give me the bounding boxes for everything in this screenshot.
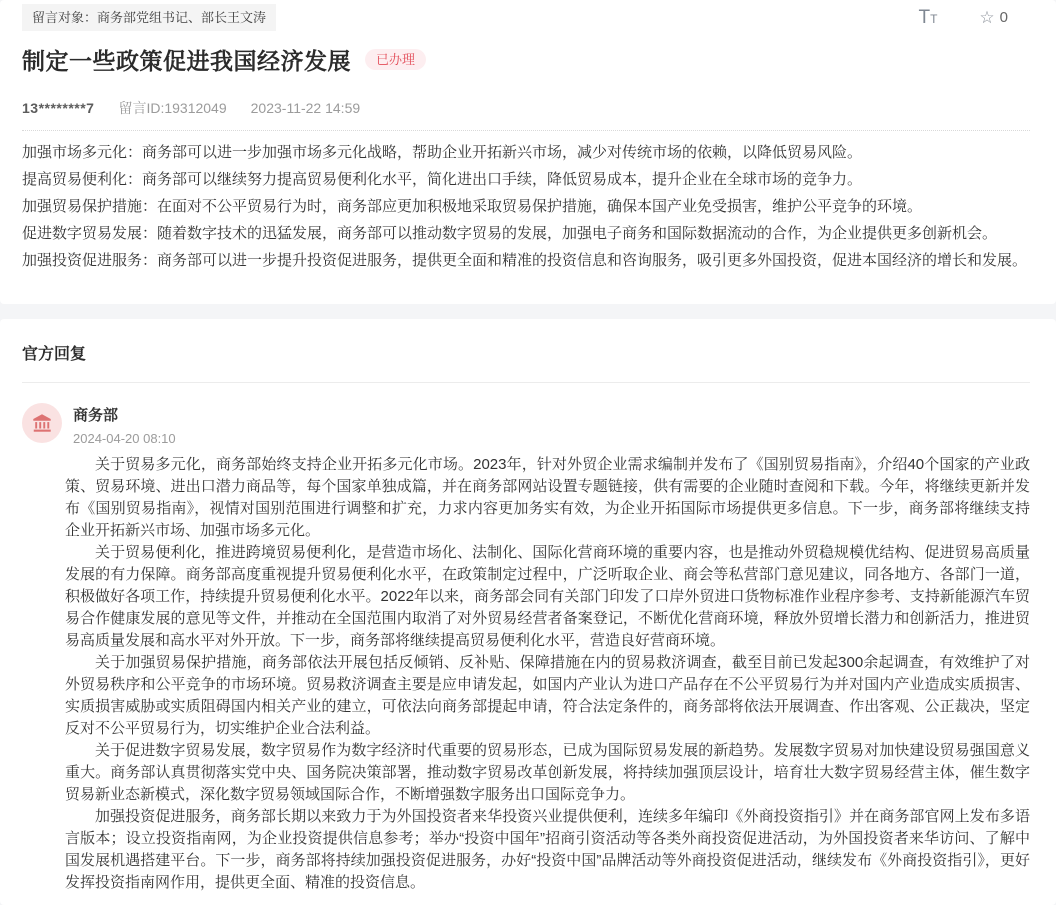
official-reply-header: 官方回复 (22, 346, 87, 363)
message-paragraph: 促进数字贸易发展：随着数字技术的迅猛发展，商务部可以推动数字贸易的发展，加强电子商务和国际数据流动的合作，为企业提供更多创新机会。 (22, 225, 998, 242)
message-body (22, 139, 1030, 274)
reply-paragraph: 关于贸易多元化，商务部始终支持企业开拓多元化市场。2023年，针对外贸企业需求编制并发布了《国别贸易指南》，介绍40个国家的产业政策、贸易环境、进出口潜力商品等，每个国家单独成篇，并在商务部网站设置专题链接，供有需要的企业随时查阅和下载。今年，将继续更新并发布《国别贸易指南》，视情对国别范围进行调整和扩充，力求内容更加务实有效，为企业开拓国际市场提供更多信息。下一步，商务部将继续支持企业开拓新兴市场、加强市场多元化。 (65, 456, 1030, 539)
section-gap (0, 304, 1056, 319)
reply-paragraph: 加强投资促进服务，商务部长期以来致力于为外国投资者来华投资兴业提供便利，连续多年编印《外商投资指引》并在商务部官网上发布多语言版本；设立投资指南网，为企业投资提供信息参考；举办“投资中国年”招商引资活动等各类外商投资促进活动，为外国投资者来华访问、了解中国发展机遇搭建平台。下一步，商务部将持续加强投资促进服务，办好“投资中国”品牌活动等外商投资促进活动，继续发布《外商投资指引》，更好发挥投资指南网作用，提供更全面、精准的投资信息。 (65, 808, 1030, 891)
message-meta (22, 98, 1030, 118)
message-paragraph: 加强市场多元化：商务部可以进一步加强市场多元化战略，帮助企业开拓新兴市场，减少对传统市场的依赖，以降低贸易风险。 (22, 144, 863, 161)
message-paragraph: 加强投资促进服务：商务部可以进一步提升投资促进服务，提供更全面和精准的投资信息和咨询服务，吸引更多外国投资，促进本国经济的增长和发展。 (22, 252, 1028, 269)
reply-paragraph: 关于加强贸易保护措施，商务部依法开展包括反倾销、反补贴、保障措施在内的贸易救济调查，截至目前已发起300余起调查，有效维护了对外贸易秩序和公平竞争的市场环境。贸易救济调查主要是应申请发起，如国内产业认为进口产品存在不公平贸易行为并对国内产业造成实质损害、实质损害威胁或实质阻碍国内相关产业的建立，可依法向商务部提起申请，符合法定条件的，商务部将依法开展调查、作出客观、公正裁决，坚定反对不公平贸易行为，切实维护企业合法利益。 (65, 654, 1030, 737)
status-badge: 已办理 (365, 49, 426, 70)
star-button[interactable] (979, 9, 1008, 26)
reply-time: 2024-04-20 08:10 (73, 431, 176, 446)
official-reply-card (0, 319, 1056, 905)
agency-name: 商务部 (73, 407, 119, 424)
title-row (22, 43, 1030, 76)
reply-body (65, 454, 1030, 894)
reply-paragraph: 关于贸易便利化，推进跨境贸易便利化，是营造市场化、法制化、国际化营商环境的重要内容，也是推动外贸稳规模优结构、促进贸易高质量发展的有力保障。商务部高度重视提升贸易便利化水平，在政策制定过程中，广泛听取企业、商会等私营部门意见建议，同各地方、各部门一道，积极做好各项工作，持续提升贸易便利化水平。2022年以来，商务部会同有关部门印发了口岸外贸进口货物标准作业程序参考、支持新能源汽车贸易合作健康发展的意见等文件，并推动在全国范围内取消了对外贸易经营者备案登记，不断优化营商环境，释放外贸增长潜力和创新活力，推进贸易高质量发展和高水平对外开放。下一步，商务部将继续提高贸易便利化水平，营造良好营商环境。 (65, 544, 1030, 649)
message-card (0, 0, 1056, 304)
message-paragraph: 加强贸易保护措施：在面对不公平贸易行为时，商务部应更加积极地采取贸易保护措施，确保本国产业免受损害，维护公平竞争的环境。 (22, 198, 923, 215)
top-actions (918, 4, 1030, 27)
message-paragraph: 提高贸易便利化：商务部可以继续努力提高贸易便利化水平，简化进出口手续，降低贸易成本，提升企业在全球市场的竞争力。 (22, 171, 863, 188)
page-title: 制定一些政策促进我国经济发展 (22, 48, 351, 74)
font-size-icon[interactable] (918, 8, 937, 27)
message-card-top (22, 4, 1030, 31)
recipient-tag: 留言对象：商务部党组书记、部长王文涛 (22, 4, 276, 31)
agency-avatar (22, 403, 62, 443)
font-size-icon-small-t: T (930, 12, 938, 26)
author-masked-phone: 13********7 (22, 100, 95, 116)
font-size-icon-large-t: T (918, 7, 931, 28)
reply-head-text (73, 403, 176, 446)
star-icon: ☆ (979, 8, 995, 27)
message-id: 留言ID:19312049 (118, 100, 227, 116)
reply-paragraph: 关于促进数字贸易发展，数字贸易作为数字经济时代重要的贸易形态，已成为国际贸易发展的新趋势。发展数字贸易对加快建设贸易强国意义重大。商务部认真贯彻落实党中央、国务院决策部署，推动数字贸易改革创新发展，将持续加强顶层设计，培育壮大数字贸易经营主体，催生数字贸易新业态新模式，深化数字贸易领域国际合作，不断增强数字服务出口国际竞争力。 (65, 742, 1030, 803)
star-count: 0 (999, 9, 1008, 26)
reply-head (22, 403, 1030, 446)
bank-icon (31, 412, 53, 434)
dotted-divider (22, 130, 1030, 131)
message-date: 2023-11-22 14:59 (250, 100, 361, 116)
reply-divider (22, 382, 1030, 383)
